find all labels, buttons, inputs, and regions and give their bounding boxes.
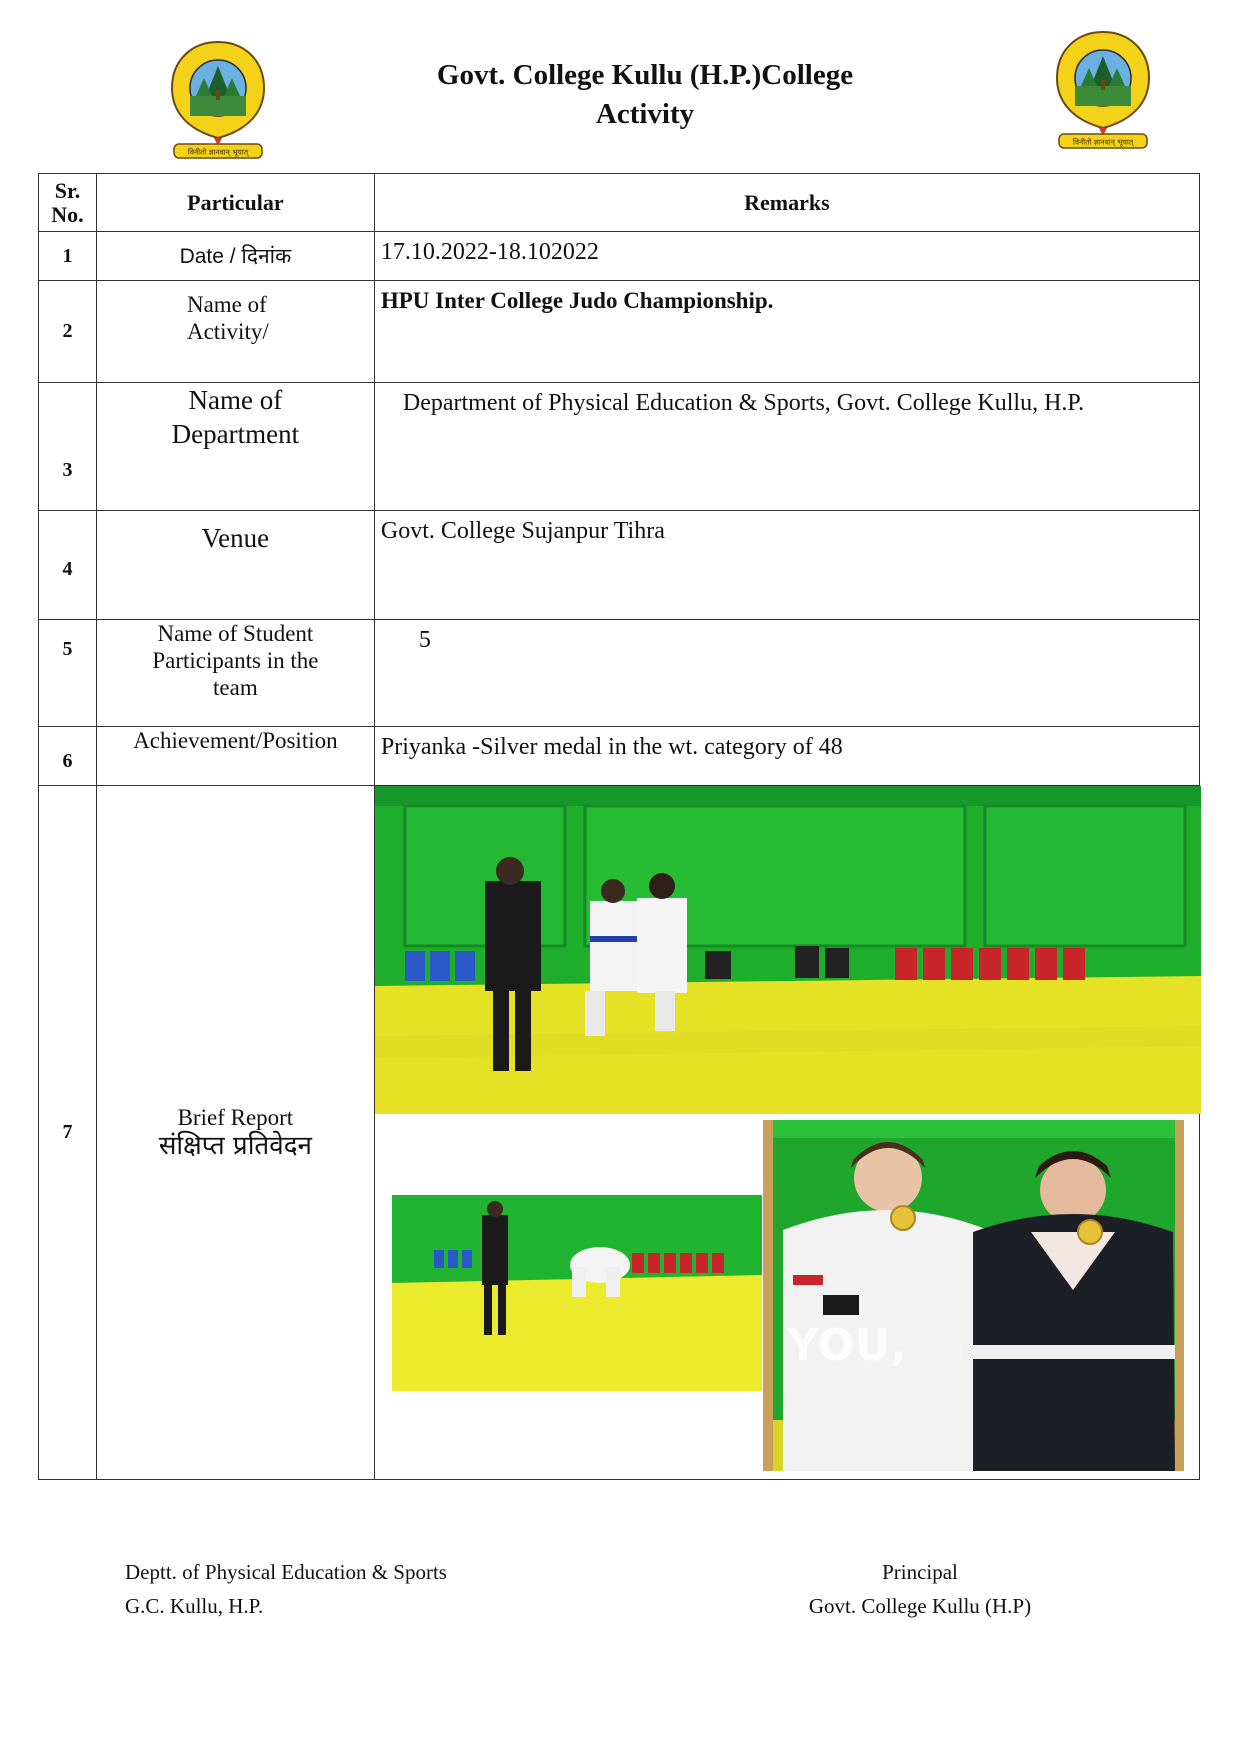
row-particular: Date / दिनांक [96, 232, 374, 281]
row-remarks: Priyanka -Silver medal in the wt. category of 48 [380, 734, 843, 760]
table-row [39, 511, 1200, 620]
row-sr: 5 [39, 620, 97, 727]
table-row [39, 786, 1200, 1480]
title-line-1: Govt. College Kullu (H.P.)College [436, 59, 854, 91]
footer-left-line-2: G.C. Kullu, H.P. [125, 1594, 264, 1618]
row-sr: 2 [39, 281, 97, 383]
title-line-2: Activity [595, 98, 695, 130]
row-remarks: Govt. College Sujanpur Tihra [380, 518, 665, 544]
row-particular: Name of Student Participants in the team [96, 620, 374, 727]
header-particular: Particular [96, 174, 374, 232]
row-particular: Name of Department [96, 383, 374, 511]
row-remarks: HPU Inter College Judo Championship. [380, 288, 774, 313]
row-sr: 7 [39, 786, 97, 1480]
row-sr: 6 [39, 727, 97, 786]
row-sr: 1 [39, 232, 97, 281]
row-particular: Achievement/Position [96, 727, 374, 786]
table-row [39, 383, 1200, 511]
table-row [39, 620, 1200, 727]
brief-report-hi: संक्षिप्त प्रतिवेदन [158, 1131, 312, 1161]
page-title [330, 56, 960, 134]
logo-motto-left: विनीतो ज्ञानवान् भूयात् [187, 147, 249, 157]
row-sr: 4 [39, 511, 97, 620]
row-particular: Name of Activity/ [96, 281, 374, 383]
footer-right-line-2: Govt. College Kullu (H.P) [808, 1594, 1032, 1618]
header-remarks: Remarks [374, 174, 1199, 232]
footer-principal [800, 1555, 1040, 1623]
header-sr-no: Sr. No. [39, 174, 97, 232]
judo-match-photo-1 [375, 786, 1201, 1114]
brief-report-en: Brief Report [177, 1105, 294, 1130]
row-remarks: 17.10.2022-18.102022 [380, 239, 599, 265]
logo-motto-right: विनीतो ज्ञानवान् भूयात् [1072, 137, 1134, 147]
photo-area [374, 786, 1199, 1480]
brief-report-label [96, 786, 374, 1480]
judo-match-photo-2 [392, 1195, 762, 1391]
activity-table [38, 173, 1200, 1480]
college-seal-right [1053, 28, 1153, 150]
footer-left-line-1: Deptt. of Physical Education & Sports [125, 1560, 447, 1584]
row-remarks: Department of Physical Education & Sports, Govt. College Kullu, H.P. [402, 390, 1085, 416]
row-sr: 3 [39, 383, 97, 511]
footer-right-line-1: Principal [882, 1560, 958, 1584]
row-particular: Venue [96, 511, 374, 620]
medal-winners-photo [763, 1120, 1184, 1471]
table-row [39, 727, 1200, 786]
table-row [39, 232, 1200, 281]
footer-department [125, 1555, 447, 1623]
table-row [39, 281, 1200, 383]
row-remarks: 5 [418, 627, 431, 653]
table-header-row [39, 174, 1200, 232]
photo-overlay-text: YOU, [786, 1320, 907, 1371]
college-seal-left [168, 38, 268, 160]
